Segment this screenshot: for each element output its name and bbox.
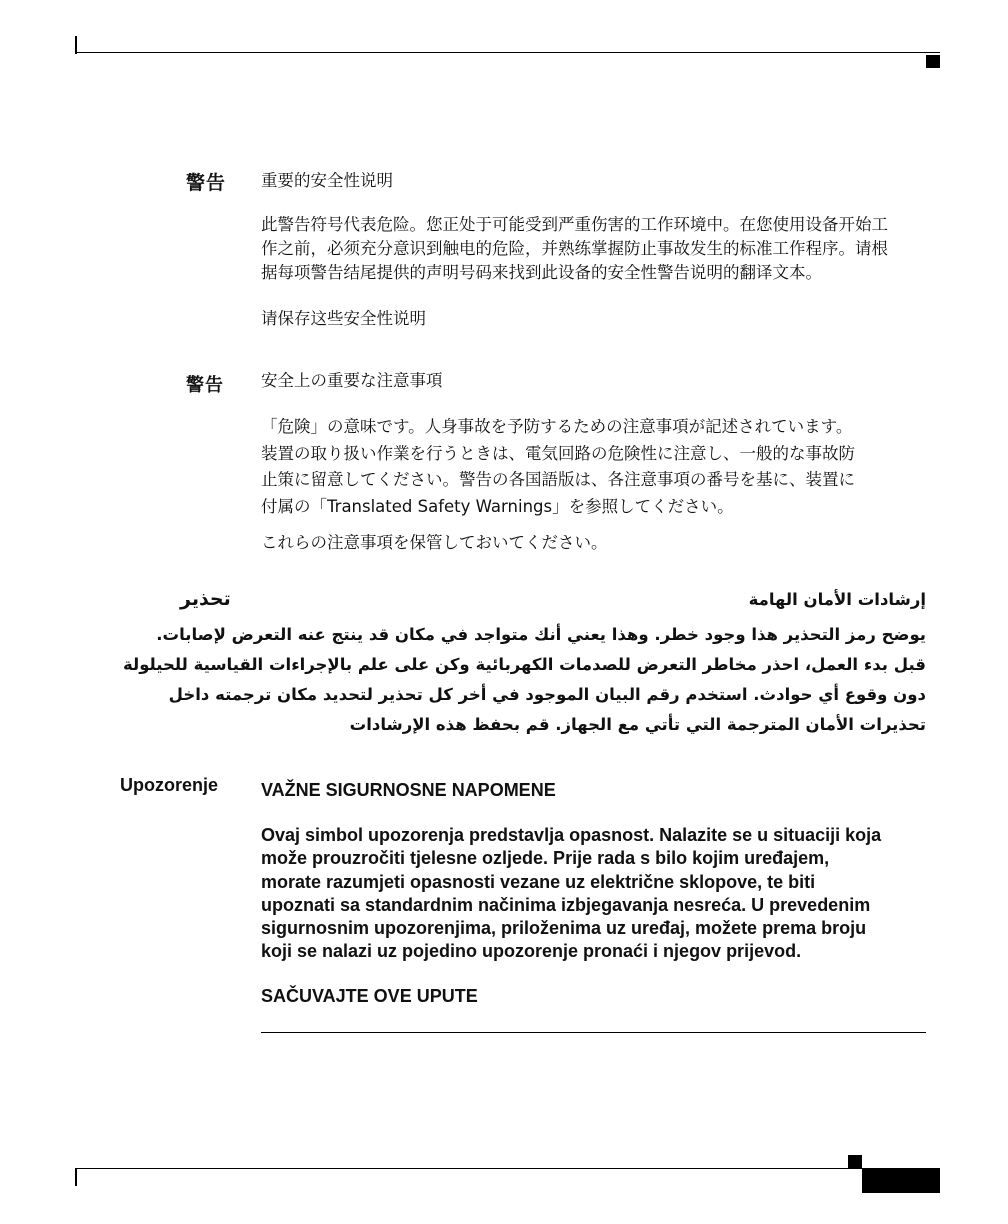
warning-label-japanese: 警告 xyxy=(186,375,224,396)
body-line: يوضح رمز التحذير هذا وجود خطر. وهذا يعني أنك متواجد في مكان قد ينتج عنه التعرض لإصابات. xyxy=(156,625,926,644)
keep-instructions-chinese: 请保存这些安全性说明 xyxy=(261,309,426,328)
footer-page-tab xyxy=(862,1169,940,1193)
warning-body-croatian xyxy=(261,824,926,964)
keep-instructions-japanese: これらの注意事項を保管しておいてください。 xyxy=(261,533,608,552)
body-line: 此警告符号代表危险。您正处于可能受到严重伤害的工作环境中。在您使用设备开始工 xyxy=(261,215,888,234)
body-line: 作之前，必须充分意识到触电的危险，并熟练掌握防止事故发生的标准工作程序。请根 xyxy=(261,239,888,258)
warning-title-arabic: إرشادات الأمان الهامة xyxy=(748,590,926,609)
warning-label-chinese: 警告 xyxy=(186,172,227,194)
body-line: upoznati sa standardnim načinima izbjegavanja nesreća. U prevedenim xyxy=(261,894,871,915)
body-line: دون وقوع أي حوادث. استخدم رقم البيان الموجود في أخر كل تحذير لتحديد مكان ترجمته داخل xyxy=(168,685,926,704)
body-line: koji se nalazi uz pojedino upozorenje pronaći i njegov prijevod. xyxy=(261,941,802,962)
body-line: 「危険」の意味です。人身事故を予防するための注意事項が記述されています。 xyxy=(261,417,853,436)
body-line: 据每项警告结尾提供的声明号码来找到此设备的安全性警告说明的翻译文本。 xyxy=(261,263,822,282)
body-line: 装置の取り扱い作業を行うときは、電気回路の危険性に注意し、一般的な事故防 xyxy=(261,443,855,463)
warning-body-japanese xyxy=(261,414,926,520)
body-line: sigurnosnim upozorenjima, priloženima uz uređaj, možete prema broju xyxy=(261,918,867,939)
body-line: 止策に留意してください。警告の各国語版は、各注意事項の番号を基に、装置に xyxy=(261,470,855,489)
warning-body-arabic xyxy=(123,620,926,740)
footer-rule-tick xyxy=(75,1169,77,1186)
keep-instructions-croatian: SAČUVAJTE OVE UPUTE xyxy=(261,986,478,1006)
header-marker xyxy=(926,55,940,68)
body-line: تحذيرات الأمان المترجمة التي تأتي مع الجهاز. قم بحفظ هذه الإرشادات xyxy=(349,715,926,734)
footer-rule xyxy=(75,1168,940,1169)
warning-title-chinese: 重要的安全性说明 xyxy=(261,171,393,190)
body-line: može prouzročiti tjelesne ozljede. Prije rada s bilo kojim uređajem, xyxy=(261,848,830,869)
body-line: 付属の「Translated Safety Warnings」を参照してください。 xyxy=(261,496,734,516)
warning-label-croatian: Upozorenje xyxy=(120,775,219,795)
section-end-rule xyxy=(261,1032,926,1033)
warning-title-japanese: 安全上の重要な注意事項 xyxy=(261,371,443,390)
warning-body-chinese xyxy=(261,213,926,285)
warning-label-arabic: تحذير xyxy=(180,588,231,610)
warning-title-croatian: VAŽNE SIGURNOSNE NAPOMENE xyxy=(261,780,556,800)
body-line: Ovaj simbol upozorenja predstavlja opasnost. Nalazite se u situaciji koja xyxy=(261,825,882,845)
body-line: قبل بدء العمل، احذر مخاطر التعرض للصدمات الكهربائية وكن على علم بالإجراءات القياسية للحيلولة xyxy=(123,655,926,674)
header-rule xyxy=(75,52,940,53)
body-line: morate razumjeti opasnosti vezane uz električne sklopove, te biti xyxy=(261,871,816,892)
footer-marker xyxy=(848,1155,862,1168)
